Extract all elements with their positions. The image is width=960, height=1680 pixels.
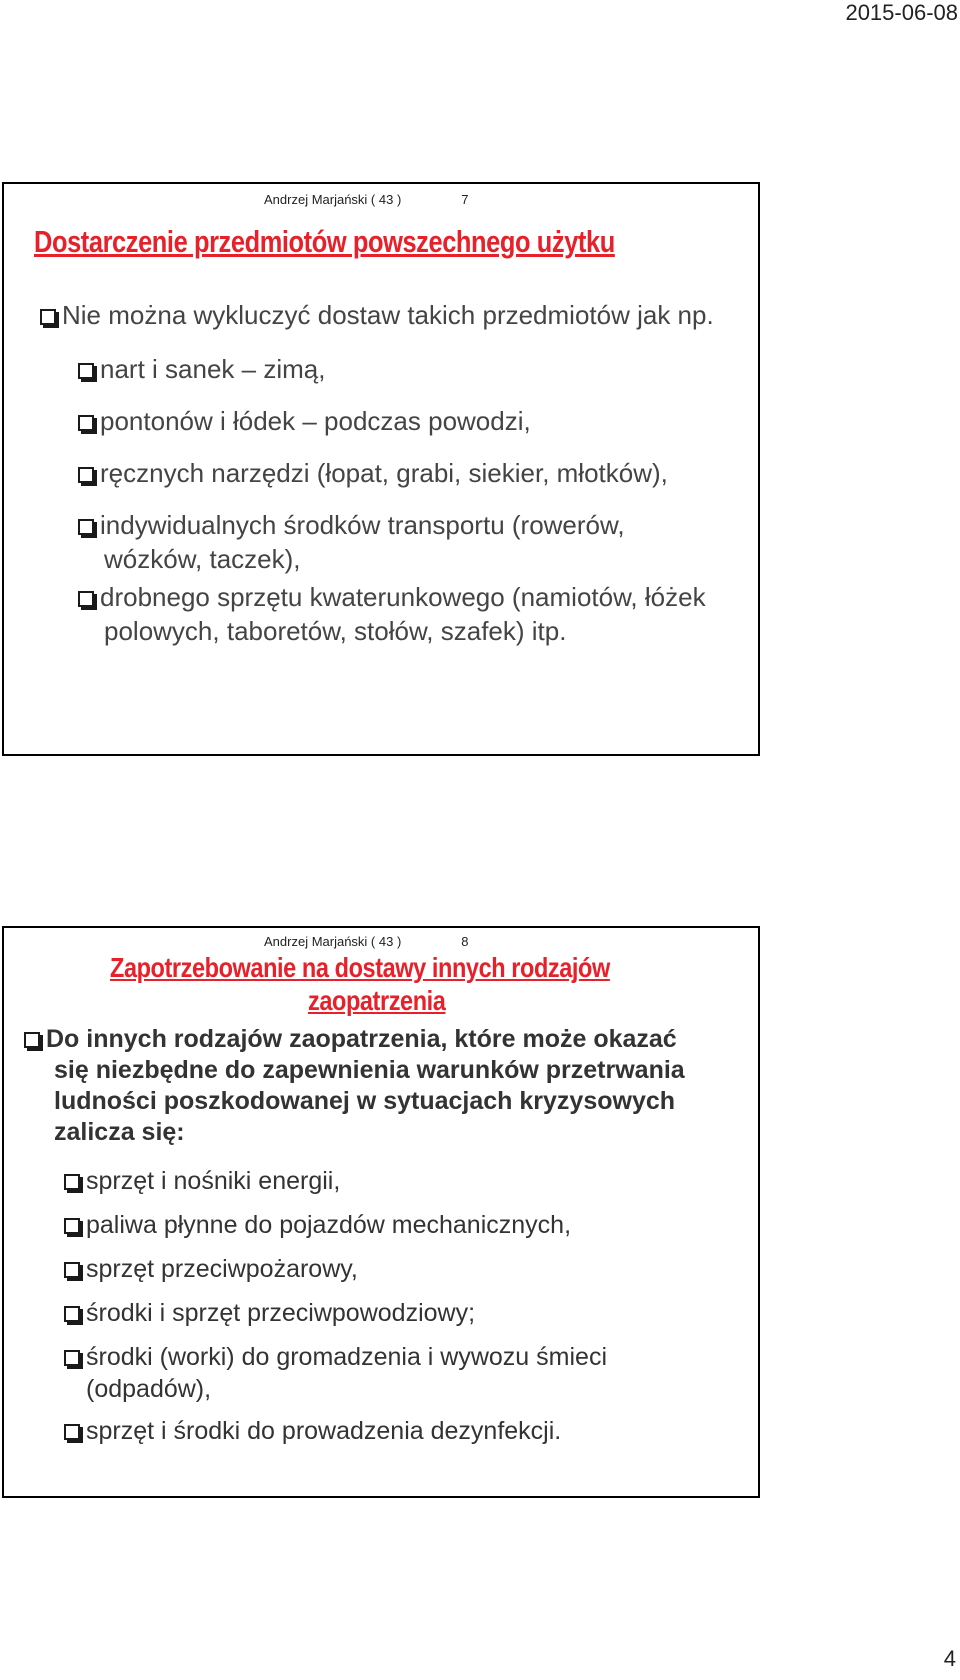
slide-number: 7 — [461, 192, 469, 207]
item-text: paliwa płynne do pojazdów mechanicznych, — [86, 1211, 572, 1239]
slide-header — [264, 934, 469, 949]
item-text: nart i sanek – zimą, — [100, 354, 326, 384]
slide-author: Andrzej Marjański ( 43 ) — [264, 934, 402, 949]
list-item — [64, 1414, 561, 1448]
list-item — [78, 580, 706, 614]
list-item — [64, 1296, 475, 1330]
checkbox-bullet-icon — [64, 1306, 80, 1322]
slide-title: Dostarczenie przedmiotów powszechnego użytku — [34, 224, 615, 259]
lead-text: Do innych rodzajów zaopatrzenia, które może okazać — [46, 1025, 677, 1053]
item-text: pontonów i łódek – podczas powodzi, — [100, 406, 531, 436]
slide-title-line-2: zaopatrzenia — [308, 985, 446, 1016]
list-item — [64, 1252, 358, 1286]
slide-7 — [2, 182, 760, 756]
page-number: 4 — [943, 1646, 956, 1671]
slide-author: Andrzej Marjański ( 43 ) — [264, 192, 402, 207]
item-text: ręcznych narzędzi (łopat, grabi, siekier, młotków), — [100, 458, 668, 488]
list-item — [78, 404, 531, 438]
list-item — [64, 1164, 340, 1198]
checkbox-bullet-icon — [64, 1218, 80, 1234]
checkbox-bullet-icon — [64, 1350, 80, 1366]
checkbox-bullet-icon — [40, 309, 56, 325]
item-text: sprzęt i środki do prowadzenia dezynfekcji. — [86, 1417, 562, 1445]
checkbox-bullet-icon — [78, 519, 94, 535]
list-item — [78, 352, 325, 386]
item-text: środki i sprzęt przeciwpowodziowy; — [86, 1299, 476, 1327]
item-text: drobnego sprzętu kwaterunkowego (namiotów, łóżek — [100, 582, 706, 612]
list-item — [64, 1208, 571, 1242]
lead-continuation: się niezbędne do zapewnienia warunków przetrwania — [54, 1056, 685, 1084]
item-continuation: polowych, taboretów, stołów, szafek) itp. — [104, 616, 567, 646]
item-text: sprzęt i nośniki energii, — [86, 1167, 341, 1195]
checkbox-bullet-icon — [64, 1174, 80, 1190]
checkbox-bullet-icon — [24, 1032, 40, 1048]
checkbox-bullet-icon — [78, 363, 94, 379]
item-text: środki (worki) do gromadzenia i wywozu śmieci — [86, 1343, 607, 1371]
list-item — [40, 298, 714, 332]
checkbox-bullet-icon — [78, 591, 94, 607]
checkbox-bullet-icon — [78, 415, 94, 431]
item-continuation: (odpadów), — [86, 1375, 212, 1403]
item-text: sprzęt przeciwpożarowy, — [86, 1255, 358, 1283]
list-item — [78, 508, 625, 542]
checkbox-bullet-icon — [78, 467, 94, 483]
item-text: Nie można wykluczyć dostaw takich przedmiotów jak np. — [62, 300, 714, 330]
slide-header — [264, 192, 469, 207]
lead-item — [24, 1024, 677, 1055]
lead-continuation: ludności poszkodowanej w sytuacjach kryzysowych — [54, 1087, 676, 1115]
page-date: 2015-06-08 — [845, 0, 958, 25]
list-item — [64, 1340, 607, 1374]
checkbox-bullet-icon — [64, 1262, 80, 1278]
item-continuation: wózków, taczek), — [104, 544, 301, 574]
checkbox-bullet-icon — [64, 1424, 80, 1440]
slide-number: 8 — [461, 934, 469, 949]
item-text: indywidualnych środków transportu (rowerów, — [100, 510, 625, 540]
slide-title-line-1: Zapotrzebowanie na dostawy innych rodzajów — [110, 952, 610, 983]
slide-8 — [2, 926, 760, 1498]
list-item — [78, 456, 668, 490]
lead-continuation: zalicza się: — [54, 1118, 185, 1146]
